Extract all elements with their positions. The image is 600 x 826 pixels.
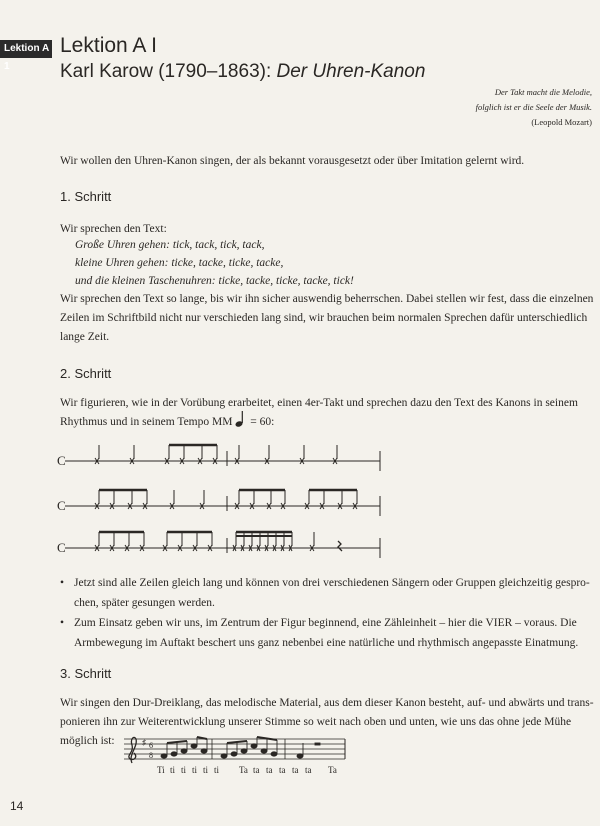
svg-text:8: 8 [149,751,153,760]
step3-line-1: Wir singen den Dur-Dreiklang, das melodische Material, aus dem dieser Kanon besteht, auf- und abwärts und trans- [60,697,594,709]
syllable: ti [170,765,176,775]
lyric-line-1: Große Uhren gehen: tick, tack, tick, tack, [75,239,265,251]
syllable: Ti [157,765,165,775]
syllable: ta [253,765,260,775]
syllable: ti [181,765,187,775]
intro-paragraph: Wir wollen den Uhren-Kanon singen, der als bekannt vorausgesetzt oder über Imitation gelernt wird. [60,155,525,167]
syllable: ti [192,765,198,775]
lyric-line-3: und die kleinen Taschenuhren: ticke, tacke, ticke, tacke, tick! [75,275,354,287]
step2-para-line-1: Wir figurieren, wie in der Vorübung erarbeitet, einen 4er-Takt und sprechen dazu den Text des Kanons in seinem [60,397,578,409]
step3-line-3: möglich ist: [60,735,115,747]
lesson-tag: Lektion A 1 [0,40,52,58]
lyric-line-2: kleine Uhren gehen: ticke, tacke, ticke, tacke, [75,257,284,269]
syllable: ta [266,765,273,775]
bullet-list [60,573,596,653]
tempo-value: = 60: [250,416,275,428]
subtitle-italic: Der Uhren-Kanon [276,61,426,82]
step2-heading: 2. Schritt [60,366,112,381]
quote-line-2: folglich ist er die Seele der Musik. [475,102,592,112]
bullet-1-line-2: chen, später gesungen werden. [74,597,215,609]
syllable: ti [214,765,220,775]
time-sig-row-3: C [57,540,66,555]
quarter-note-icon [235,411,247,427]
list-item [60,613,596,653]
time-sig-row-1: C [57,453,66,468]
svg-text:6: 6 [149,741,153,750]
syllable: Ta [328,765,337,775]
lesson-subtitle [60,61,425,83]
step1-para-line-3: lange Zeit. [60,331,110,343]
bullet-1-line-1: Jetzt sind alle Zeilen gleich lang und können von drei verschiedenen Sängern oder Gruppen gleichzeitig gespro- [74,577,590,589]
step1-heading: 1. Schritt [60,189,112,204]
step3-heading: 3. Schritt [60,666,112,681]
rhythm-notation [55,438,390,568]
bullet-2-line-2: Armbewegung im Auftakt beschert uns ganz nebenbei eine natürliche und rhythmisch angepasste Einatmung. [74,637,579,649]
lesson-title: Lektion A I [60,34,157,57]
time-sig-row-2: C [57,498,66,513]
step3-line-2: ponieren ihn zur Weiterentwicklung unserer Stimme so weit nach oben und unten, wie uns das ohne jede Mühe [60,716,572,728]
epigraph-quote [352,85,592,130]
syllable: ti [203,765,209,775]
step2-para-text: Rhythmus und in seinem Tempo MM [60,416,233,428]
list-item [60,573,596,613]
svg-text:♯: ♯ [142,738,146,747]
step1-lead: Wir sprechen den Text: [60,223,167,235]
syllable: ta [279,765,286,775]
syllable: ta [305,765,312,775]
step2-para-line-2 [60,411,596,432]
syllable: Ta [239,765,248,775]
bullet-2-line-1: Zum Einsatz geben wir uns, im Zentrum der Figur beginnend, eine Zähleinheit – hier die VIER – voraus. Die [74,617,577,629]
page-number: 14 [10,799,24,813]
bullet-icon: • [60,617,65,629]
step1-para-line-2: Zeilen im Schriftbild nicht nur verschieden lang sind, wir brauchen beim normalen Sprechen dafür unterschiedlich [60,312,588,324]
melody-staff [120,733,350,767]
quote-author: (Leopold Mozart) [531,117,592,127]
subtitle-plain: Karl Karow (1790–1863): [60,61,277,82]
step1-para-line-1: Wir sprechen den Text so lange, bis wir ihn sicher auswendig beherrschen. Dabei stellen wir fest, dass die einzelnen [60,293,594,305]
syllable: ta [292,765,299,775]
bullet-icon: • [60,577,65,589]
quote-line-1: Der Takt macht die Melodie, [494,87,592,97]
